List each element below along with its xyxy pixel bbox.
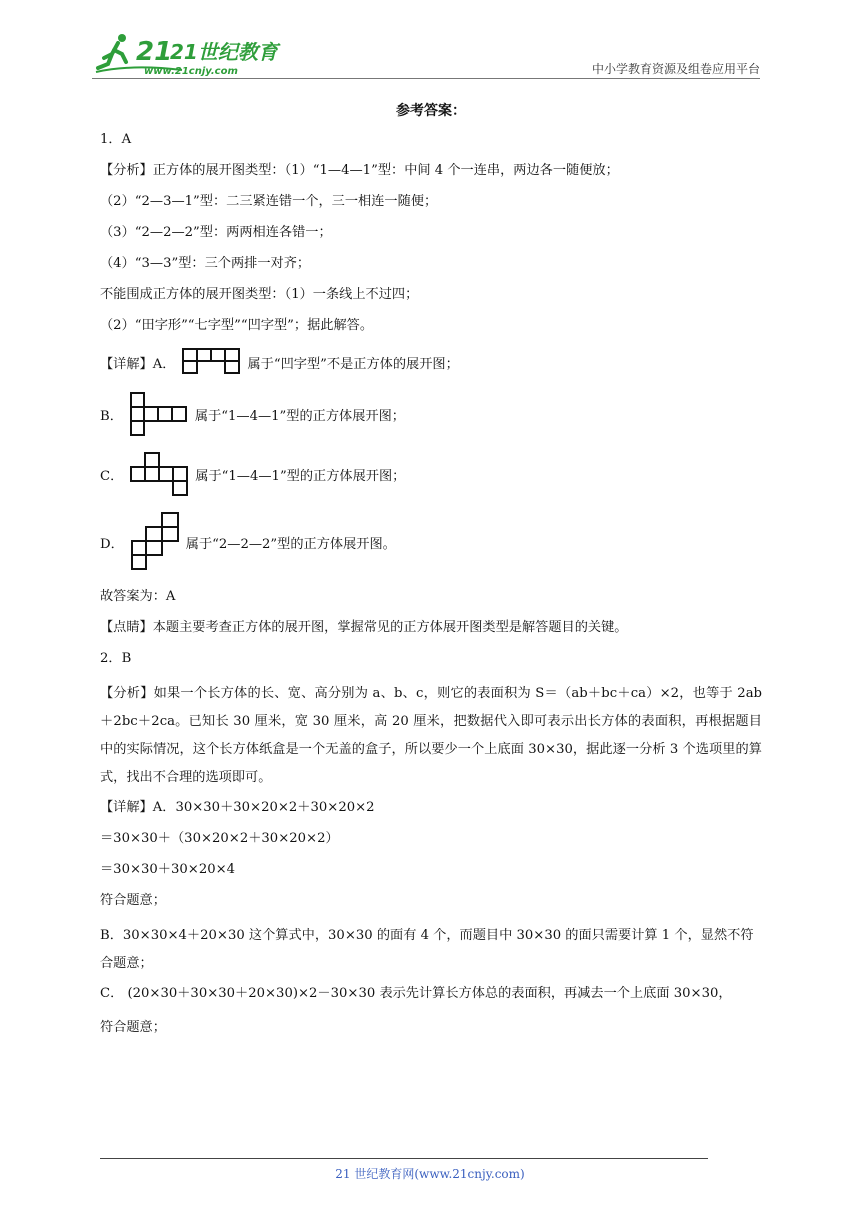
- option-c-text: 属于“1—4—1”型的正方体展开图；: [195, 468, 406, 484]
- svg-text:www.21cnjy.com: www.21cnjy.com: [144, 66, 238, 77]
- q2-detail-a-line: ＝30×30＋30×20×4: [100, 862, 236, 877]
- option-b-text: 属于“1—4—1”型的正方体展开图；: [194, 408, 405, 424]
- cube-net-d-figure: [130, 511, 182, 573]
- q1-analysis-line: （3）“2—2—2”型：两两相连各错一；: [100, 225, 332, 240]
- q2-detail-a-line: 符合题意；: [100, 893, 166, 908]
- footer-divider: [100, 1158, 708, 1159]
- q1-option-d: [100, 511, 762, 573]
- option-c-prefix: C．: [100, 468, 124, 484]
- q1-answer: 1．A: [100, 132, 132, 147]
- q2-detail-b: B．30×30×4＋20×30 这个算式中，30×30 的面有 4 个，而题目中 30×30 的面只需要计算 1 个，显然不符合题意；: [100, 928, 754, 971]
- option-b-prefix: B．: [100, 408, 123, 424]
- option-a-text: 属于“凹字型”不是正方体的展开图；: [247, 356, 459, 372]
- q1-analysis-line: （2）“田字形”“七字型”“凹字型”；据此解答。: [100, 318, 374, 333]
- q2-detail-c-end: 符合题意；: [100, 1020, 166, 1035]
- q2-detail-c: [100, 984, 762, 1004]
- svg-text:21: 21: [136, 37, 173, 67]
- q1-analysis-line: （2）“2—3—1”型：二三紧连错一个，三一相连一随便；: [100, 194, 438, 209]
- cube-net-c-figure: [129, 451, 191, 497]
- q2-answer: 2．B: [100, 651, 132, 666]
- cube-net-a-figure: [181, 347, 243, 377]
- q1-option-a: [100, 347, 762, 377]
- header-divider: [92, 78, 760, 79]
- q1-analysis-line: （4）“3—3”型：三个两排一对齐；: [100, 256, 311, 271]
- q1-comment: 【点睛】本题主要考查正方体的展开图，掌握常见的正方体展开图类型是解答题目的关键。: [100, 620, 628, 635]
- q1-option-c: [100, 451, 762, 497]
- answer-content: [100, 94, 762, 1049]
- page-title: 参考答案：: [396, 103, 466, 119]
- platform-name: 中小学教育资源及组卷应用平台: [591, 62, 760, 76]
- detail-c-prefix: C．: [100, 986, 124, 1001]
- q1-analysis-line: 不能围成正方体的展开图类型：（1）一条线上不过四；: [100, 287, 419, 302]
- q1-conclusion: 故答案为：A: [100, 589, 176, 604]
- option-a-prefix: 【详解】A．: [100, 356, 176, 372]
- footer-link[interactable]: 21 世纪教育网(www.21cnjy.com): [335, 1167, 525, 1181]
- q2-detail-a-line: 【详解】A．30×30＋30×20×2＋30×20×2: [100, 800, 375, 815]
- option-d-text: 属于“2—2—2”型的正方体展开图。: [185, 536, 396, 552]
- q2-analysis: 【分析】如果一个长方体的长、宽、高分别为 a、b、c，则它的表面积为 S＝（ab＋bc＋ca）×2，也等于 2ab＋2bc＋2ca。已知长 30 厘米，宽 30 厘米，高 20 厘米，把数据代入即可表示出长方体的表面积，再根据题目中的实际情况，这个长方体纸盒是一个无盖的盒子，所以要少一个上底面 30×30，据此逐一分析 3 个选项里的算式，找出不合理的选项即可。: [100, 686, 762, 785]
- page-header: [92, 28, 760, 80]
- logo-21cnjy: [92, 28, 292, 78]
- detail-c-text: 表示先计算长方体总的表面积，再减去一个上底面 30×30，: [379, 986, 732, 1001]
- q2-detail-a-line: ＝30×30＋（30×20×2＋30×20×2）: [100, 831, 339, 846]
- q1-option-b: [100, 391, 762, 437]
- svg-text:21世纪教育: 21世纪教育: [170, 40, 278, 64]
- detail-c-formula: (20×30＋30×30＋20×30)×2－30×30: [127, 986, 376, 1001]
- cube-net-b-figure: [129, 391, 191, 437]
- q1-analysis-line: 【分析】正方体的展开图类型：（1）“1—4—1”型：中间 4 个一连串，两边各一随便放；: [100, 163, 619, 178]
- option-d-prefix: D．: [100, 536, 124, 552]
